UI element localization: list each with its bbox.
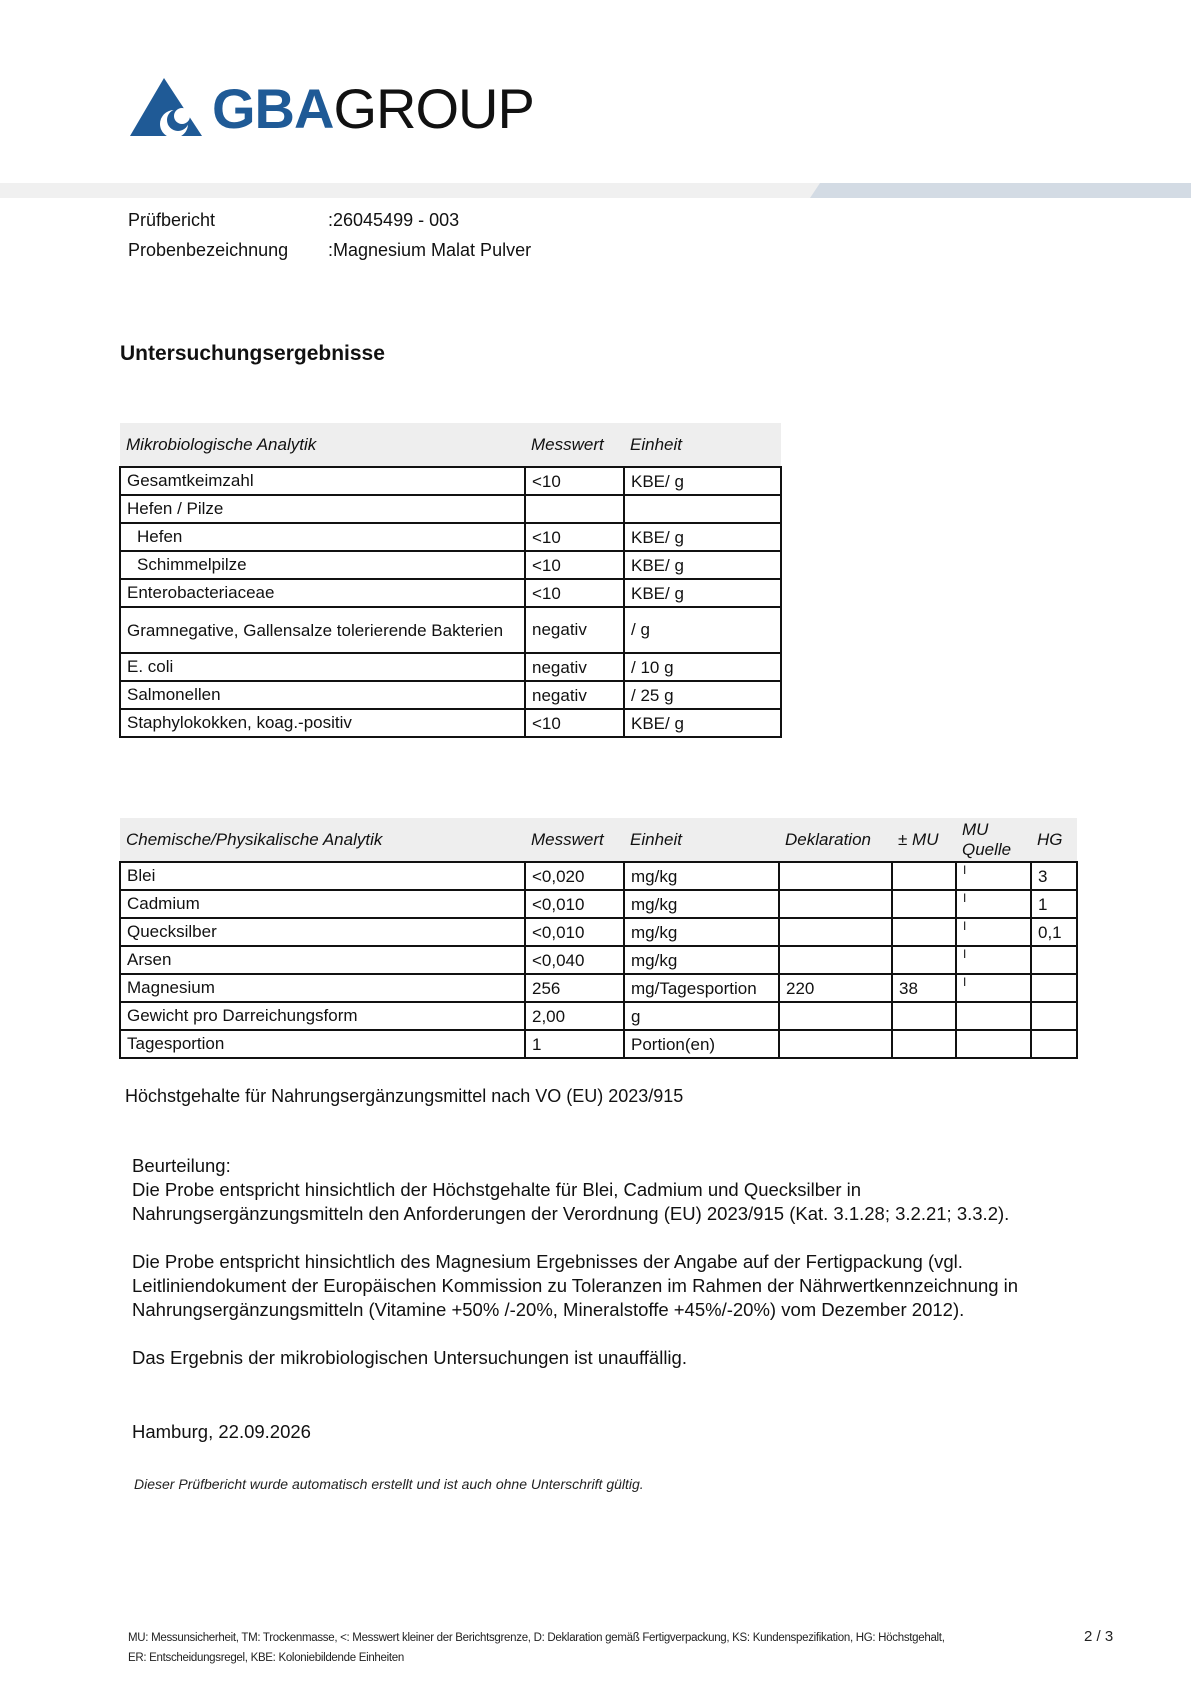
table-row <box>120 467 781 495</box>
analyte-cell: Blei <box>120 862 525 890</box>
mu-cell <box>892 918 956 946</box>
table-row <box>120 862 1077 890</box>
table-row <box>120 946 1077 974</box>
table-row <box>120 579 781 607</box>
unit-cell: mg/kg <box>624 918 779 946</box>
value-cell: <0,040 <box>525 946 624 974</box>
hg-cell: 1 <box>1031 890 1077 918</box>
value-cell: 2,00 <box>525 1002 624 1030</box>
value-cell: <10 <box>525 467 624 495</box>
col-header-unit: Einheit <box>624 818 779 862</box>
col-header-micro-analysis: Mikrobiologische Analytik <box>120 423 525 467</box>
analyte-cell: Hefen <box>120 523 525 551</box>
unit-cell: mg/kg <box>624 946 779 974</box>
analyte-cell: Gewicht pro Darreichungsform <box>120 1002 525 1030</box>
header-band <box>0 183 1191 198</box>
mu-cell: 38 <box>892 974 956 1002</box>
unit-cell: mg/Tagesportion <box>624 974 779 1002</box>
mu-source-cell <box>956 1002 1031 1030</box>
value-cell: negativ <box>525 681 624 709</box>
table-row <box>120 653 781 681</box>
unit-cell: / 10 g <box>624 653 781 681</box>
table-row <box>120 523 781 551</box>
table-row <box>120 1030 1077 1058</box>
analyte-cell: Quecksilber <box>120 918 525 946</box>
assessment-line: Das Ergebnis der mikrobiologischen Untersuchungen ist unauffällig. <box>132 1347 687 1368</box>
table-row <box>120 495 781 523</box>
value-cell: <10 <box>525 551 624 579</box>
declaration-cell: 220 <box>779 974 892 1002</box>
declaration-cell <box>779 890 892 918</box>
col-header-chem-analysis: Chemische/Physikalische Analytik <box>120 818 525 862</box>
col-header-unit: Einheit <box>624 423 781 467</box>
report-number: :26045499 - 003 <box>328 210 460 230</box>
assessment-line: Leitliniendokument der Europäischen Kommission zu Toleranzen im Rahmen der Nährwertkennzeichnung in <box>132 1275 1019 1296</box>
value-cell: <10 <box>525 579 624 607</box>
unit-cell: KBE/ g <box>624 551 781 579</box>
mu-cell <box>892 890 956 918</box>
mu-cell <box>892 862 956 890</box>
mu-source-cell: I <box>956 946 1031 974</box>
analyte-cell: Enterobacteriaceae <box>120 579 525 607</box>
mu-cell <box>892 1030 956 1058</box>
analyte-cell: Magnesium <box>120 974 525 1002</box>
mu-source-cell: I <box>956 862 1031 890</box>
hg-cell: 0,1 <box>1031 918 1077 946</box>
analyte-cell: Cadmium <box>120 890 525 918</box>
micro-header-row <box>120 423 781 467</box>
table-row <box>120 890 1077 918</box>
col-header-declaration: Deklaration <box>779 818 892 862</box>
value-cell: 1 <box>525 1030 624 1058</box>
declaration-cell <box>779 946 892 974</box>
value-cell: <0,010 <box>525 918 624 946</box>
analyte-cell: Hefen / Pilze <box>120 495 525 523</box>
table-row <box>120 918 1077 946</box>
assessment-line: Nahrungsergänzungsmitteln (Vitamine +50% /-20%, Mineralstoffe +45%/-20%) vom Dezember 2012). <box>132 1299 965 1320</box>
mu-source-cell: I <box>956 890 1031 918</box>
assessment-line: Die Probe entspricht hinsichtlich der Höchstgehalte für Blei, Cadmium und Quecksilber in <box>132 1179 862 1200</box>
declaration-cell <box>779 1002 892 1030</box>
hg-cell <box>1031 1030 1077 1058</box>
table-row <box>120 681 781 709</box>
col-header-mu: ± MU <box>892 818 956 862</box>
hg-cell: 3 <box>1031 862 1077 890</box>
declaration-cell <box>779 862 892 890</box>
section-title: Untersuchungsergebnisse <box>120 342 385 365</box>
col-header-measured: Messwert <box>525 818 624 862</box>
unit-cell: / g <box>624 607 781 653</box>
analyte-cell: Schimmelpilze <box>120 551 525 579</box>
table-row <box>120 709 781 737</box>
col-header-measured: Messwert <box>525 423 624 467</box>
analyte-cell: E. coli <box>120 653 525 681</box>
sample-name: :Magnesium Malat Pulver <box>328 240 532 260</box>
unit-cell: g <box>624 1002 779 1030</box>
analyte-cell: Gesamtkeimzahl <box>120 467 525 495</box>
logo-gba-text: GBA <box>212 77 334 140</box>
mu-source-cell: I <box>956 918 1031 946</box>
unit-cell: KBE/ g <box>624 523 781 551</box>
assessment-line: Die Probe entspricht hinsichtlich des Magnesium Ergebnisses der Angabe auf der Fertigpackung (vgl. <box>132 1251 963 1272</box>
declaration-cell <box>779 1030 892 1058</box>
unit-cell: Portion(en) <box>624 1030 779 1058</box>
mu-source-cell: I <box>956 974 1031 1002</box>
unit-cell: KBE/ g <box>624 709 781 737</box>
value-cell: 256 <box>525 974 624 1002</box>
hg-cell <box>1031 946 1077 974</box>
value-cell: <0,010 <box>525 890 624 918</box>
analyte-cell: Staphylokokken, koag.-positiv <box>120 709 525 737</box>
table-row <box>120 1002 1077 1030</box>
unit-cell: KBE/ g <box>624 467 781 495</box>
assessment-heading: Beurteilung: <box>132 1155 231 1176</box>
footer-line: MU: Messunsicherheit, TM: Trockenmasse, <: Messwert kleiner der Berichtsgrenze, D: Deklaration gemäß Fertigverpackung, KS: Kundenspezifikation, HG: Höchstgehalt, <box>128 1632 945 1644</box>
hg-cell <box>1031 974 1077 1002</box>
chem-header-row <box>120 818 1077 862</box>
value-cell: <10 <box>525 709 624 737</box>
disclaimer: Dieser Prüfbericht wurde automatisch erstellt und ist auch ohne Unterschrift gültig. <box>134 1476 644 1492</box>
declaration-cell <box>779 918 892 946</box>
unit-cell: mg/kg <box>624 890 779 918</box>
assessment-line: Nahrungsergänzungsmitteln den Anforderungen der Verordnung (EU) 2023/915 (Kat. 3.1.28; 3.2.21; 3.3.2). <box>132 1203 1010 1224</box>
analyte-cell: Tagesportion <box>120 1030 525 1058</box>
mu-source-cell <box>956 1030 1031 1058</box>
value-cell: <10 <box>525 523 624 551</box>
report-label: Prüfbericht <box>128 210 216 230</box>
hg-cell <box>1031 1002 1077 1030</box>
value-cell <box>525 495 624 523</box>
col-header-hg: HG <box>1031 818 1077 862</box>
logo-group-text: GROUP <box>333 77 534 140</box>
gba-group-logo <box>130 76 534 142</box>
analyte-cell: Arsen <box>120 946 525 974</box>
mu-cell <box>892 946 956 974</box>
unit-cell <box>624 495 781 523</box>
footer-line: ER: Entscheidungsregel, KBE: Koloniebildende Einheiten <box>128 1652 404 1664</box>
value-cell: <0,020 <box>525 862 624 890</box>
analyte-cell: Gramnegative, Gallensalze tolerierende Bakterien <box>120 607 525 653</box>
value-cell: negativ <box>525 653 624 681</box>
value-cell: negativ <box>525 607 624 653</box>
unit-cell: mg/kg <box>624 862 779 890</box>
table-row <box>120 551 781 579</box>
table-row <box>120 607 781 653</box>
col-header-mu-source: MU Quelle <box>956 818 1031 862</box>
footer-legend <box>128 1628 945 1668</box>
page-number: 2 / 3 <box>1084 1628 1114 1645</box>
gba-triangle-icon <box>130 78 202 140</box>
mu-cell <box>892 1002 956 1030</box>
place-date: Hamburg, 22.09.2026 <box>132 1421 311 1442</box>
chem-results-table <box>119 818 1078 1059</box>
table-row <box>120 974 1077 1002</box>
unit-cell: / 25 g <box>624 681 781 709</box>
analyte-cell: Salmonellen <box>120 681 525 709</box>
micro-results-table <box>119 423 782 738</box>
assessment-block <box>132 1154 1092 1370</box>
unit-cell: KBE/ g <box>624 579 781 607</box>
sample-label: Probenbezeichnung <box>128 240 289 260</box>
hg-note: Höchstgehalte für Nahrungsergänzungsmittel nach VO (EU) 2023/915 <box>125 1086 684 1106</box>
